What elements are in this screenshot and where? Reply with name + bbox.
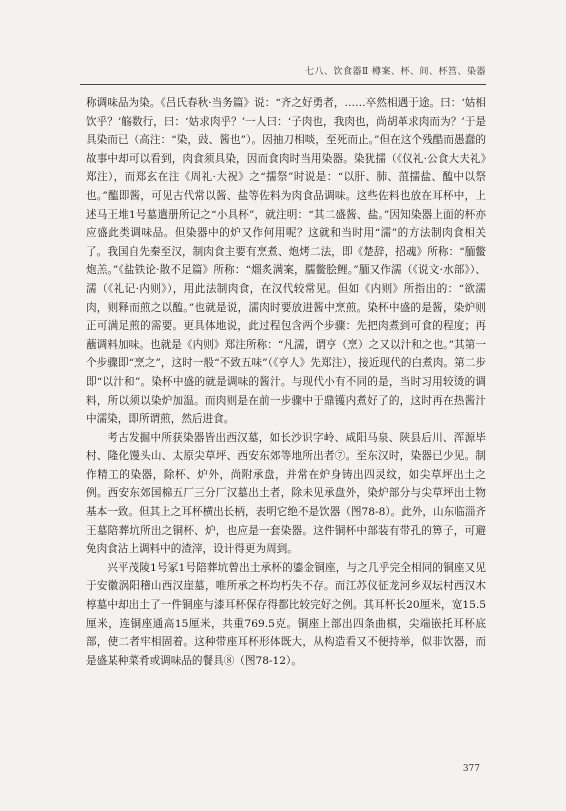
page-body [86,94,486,670]
running-header [80,60,486,85]
paragraph: 兴平茂陵1号冢1号陪葬坑曾出土承杯的鎏金铜座，与之几乎完全相同的铜座又见于安徽涡阳稽山西汉崖墓，唯所承之杯均朽失不存。而江苏仪征龙河乡双坛村西汉木椁墓中却出土了一件铜座与漆耳杯保存得都比较完好之例。其耳杯长20厘米，宽15.5厘米，连铜座通高15厘米，共重769.5克。铜座上部出四条曲棋，尖端嵌托耳杯底部，使二者牢相固着。这种带座耳杯形体既大，从构造看又不便持举，似非饮器，而是盛某种菜肴或调味品的餐具⑧（图78-12）。 [86,561,486,667]
paragraph-continued: 称调味品为染。《吕氏春秋·当务篇》说：“齐之好勇者，……卒然相遇于途。曰：‘姑相饮乎？’觞数行，曰：‘姑求肉乎？’一人曰：‘子肉也，我肉也，尚胡革求肉而为？’于是具染而已（高注：“染，豉、酱也”）。因抽刀相啖，至死而止。”但在这个残酷而愚蠢的故事中却可以看到，肉食须具染，因而食肉时当用染器。染犹擩（《仪礼·公食大夫礼》郑注），而郑玄在注《周礼·大祝》之“擩祭”时说是：“以肝、肺、菹擩盐、醢中以祭也。”醢即酱，可见古代常以酱、盐等佐料为肉食品调味。这些佐料也放在耳杯中，上述马王堆1号墓遣册所记之“小具杯”，就注明：“其二盛酱、盐。”因知染器上面的杯亦应盛此类调味品。但染器中的炉又作何用呢？这就和当时用“濡”的方法制肉食相关了。我国自先秦至汉，制肉食主要有烹煮、炮烤二法，即《楚辞，招魂》所称：“胹鳖炮羔。”《盐铁论·散不足篇》所称：“熘炙满案，臑鳖脍鲤。”胹又作濡（《说文·水部》）、濡（《礼记·内则》），用此法制肉食，在汉代较常见。但如《内则》所指出的：“欲濡肉，则释而煎之以醢。”也就是说，濡肉时要放进酱中烹煎。染杯中盛的是酱，染炉则正可满足煎的需要。更具体地说，此过程包含两个步骤：先把肉煮到可食的程度；再蘸调料加味。也就是《内则》郑注所称：“凡濡，谓亨（烹）之又以汁和之也。”其第一个步骤即“烹之”，这时一般“不致五味”（《亨人》先郑注），接近现代的白煮肉。第二步即“以汁和”。染杯中盛的就是调味的酱汁。与现代小有不同的是，当时习用较烫的调料，所以须以染炉加温。而肉则是在前一步骤中于鼎镬内煮好了的，这时再在热酱汁中濡染，即所谓煎，然后进食。 [86,97,486,426]
paragraph: 考古发掘中所获染器皆出西汉墓，如长沙识字岭、咸阳马泉、陕县后川、浑源毕村、隆化馒头山、太原尖草坪、西安东郊等地所出者⑦。至东汉时，染器已少见。制作精工的染器，除杯、炉外，尚附承盘，并常在炉身铸出四灵纹，如尖草坪出土之例。西安东郊国棉五厂三分厂汉墓出土者，除未见承盘外，染炉部分与尖草坪出土物基本一致。但其上之耳杯横出长柄，表明它绝不是饮器（图78-8）。此外，山东临淄齐王墓陪葬坑所出之铜杯、炉，也应是一套染器。这件铜杯中部装有带孔的箅子，可避免肉食沾上调料中的渣滓，设计得更为周到。 [86,431,486,556]
page-number: 377 [462,764,480,774]
running-title: 七八、饮食器Ⅱ 樽案、杯、间、杯筥、染器 [305,67,486,77]
